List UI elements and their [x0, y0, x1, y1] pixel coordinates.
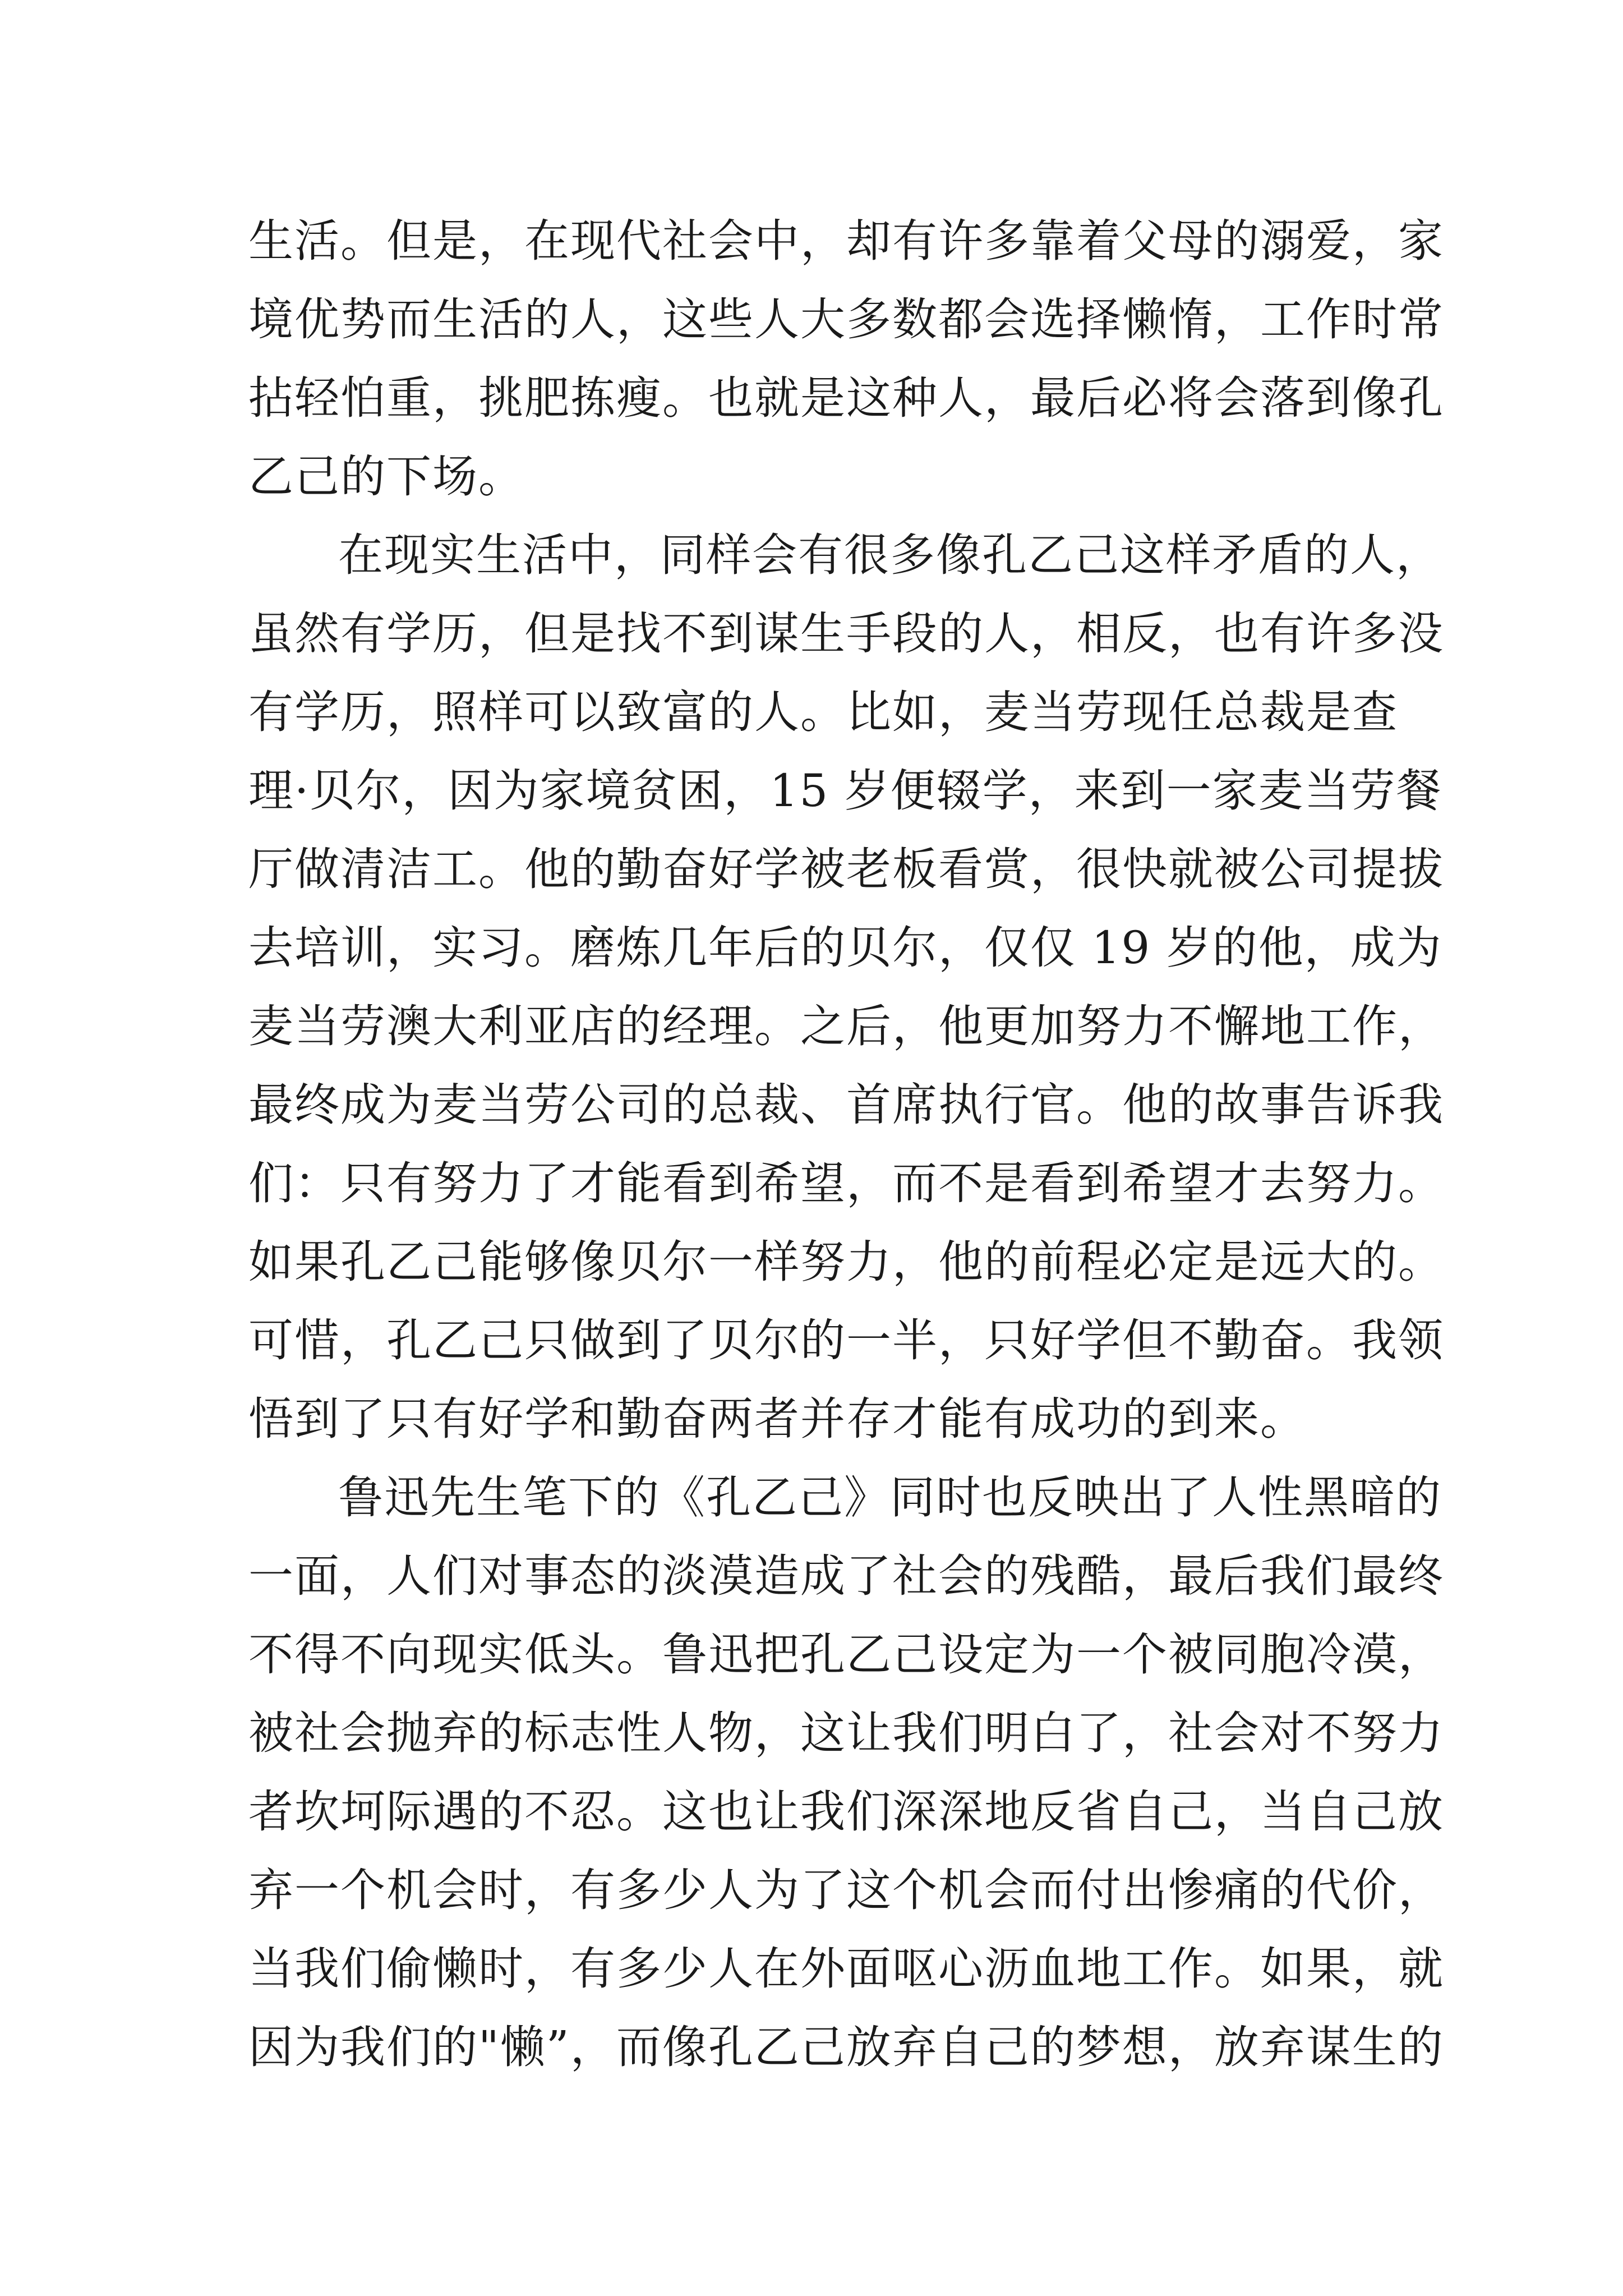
text-line: 拈轻怕重，挑肥拣瘦。也就是这种人，最后必将会落到像孔 [248, 372, 1444, 424]
text-line: 去培训，实习。磨炼几年后的贝尔，仅仅 19 岁的他，成为 [248, 922, 1442, 974]
text-line: 厅做清洁工。他的勤奋好学被老板看赏，很快就被公司提拔 [248, 843, 1444, 895]
text-line: 最终成为麦当劳公司的总裁、首席执行官。他的故事告诉我 [248, 1079, 1444, 1131]
text-line: 不得不向现实低头。鲁迅把孔乙己设定为一个被同胞冷漠， [248, 1628, 1444, 1681]
paragraph-first-line: 鲁迅先生笔下的《孔乙己》同时也反映出了人性黑暗的 [338, 1471, 1442, 1524]
text-line: 悟到了只有好学和勤奋两者并存才能有成功的到来。 [248, 1393, 1306, 1445]
text-line: 麦当劳澳大利亚店的经理。之后，他更加努力不懈地工作， [248, 1000, 1444, 1052]
paragraph-first-line: 在现实生活中，同样会有很多像孔乙己这样矛盾的人， [338, 529, 1442, 581]
text-line: 境优势而生活的人，这些人大多数都会选择懒惰，工作时常 [248, 293, 1444, 346]
text-line: 乙己的下场。 [248, 450, 524, 503]
essay-body [248, 202, 1444, 2087]
text-line: 弃一个机会时，有多少人为了这个机会而付出惨痛的代价， [248, 1864, 1444, 1916]
text-line: 们：只有努力了才能看到希望，而不是看到希望才去努力。 [248, 1157, 1444, 1209]
text-line: 可惜，孔乙己只做到了贝尔的一半，只好学但不勤奋。我领 [248, 1314, 1444, 1366]
text-line: 有学历，照样可以致富的人。比如，麦当劳现任总裁是查 [248, 686, 1398, 738]
text-line: 虽然有学历，但是找不到谋生手段的人，相反，也有许多没 [248, 608, 1444, 660]
text-line: 当我们偷懒时，有多少人在外面呕心沥血地工作。如果，就 [248, 1943, 1444, 1995]
text-line: 因为我们的"懒”，而像孔乙己放弃自己的梦想，放弃谋生的 [248, 2021, 1444, 2073]
text-line: 者坎坷际遇的不忍。这也让我们深深地反省自己，当自己放 [248, 1786, 1444, 1838]
text-line: 如果孔乙己能够像贝尔一样努力，他的前程必定是远大的。 [248, 1236, 1444, 1288]
text-line: 生活。但是，在现代社会中，却有许多靠着父母的溺爱，家 [248, 215, 1444, 267]
text-line: 理·贝尔，因为家境贫困，15 岁便辍学，来到一家麦当劳餐 [248, 765, 1442, 817]
text-line: 一面，人们对事态的淡漠造成了社会的残酷，最后我们最终 [248, 1550, 1444, 1602]
text-line: 被社会抛弃的标志性人物，这让我们明白了，社会对不努力 [248, 1707, 1444, 1759]
